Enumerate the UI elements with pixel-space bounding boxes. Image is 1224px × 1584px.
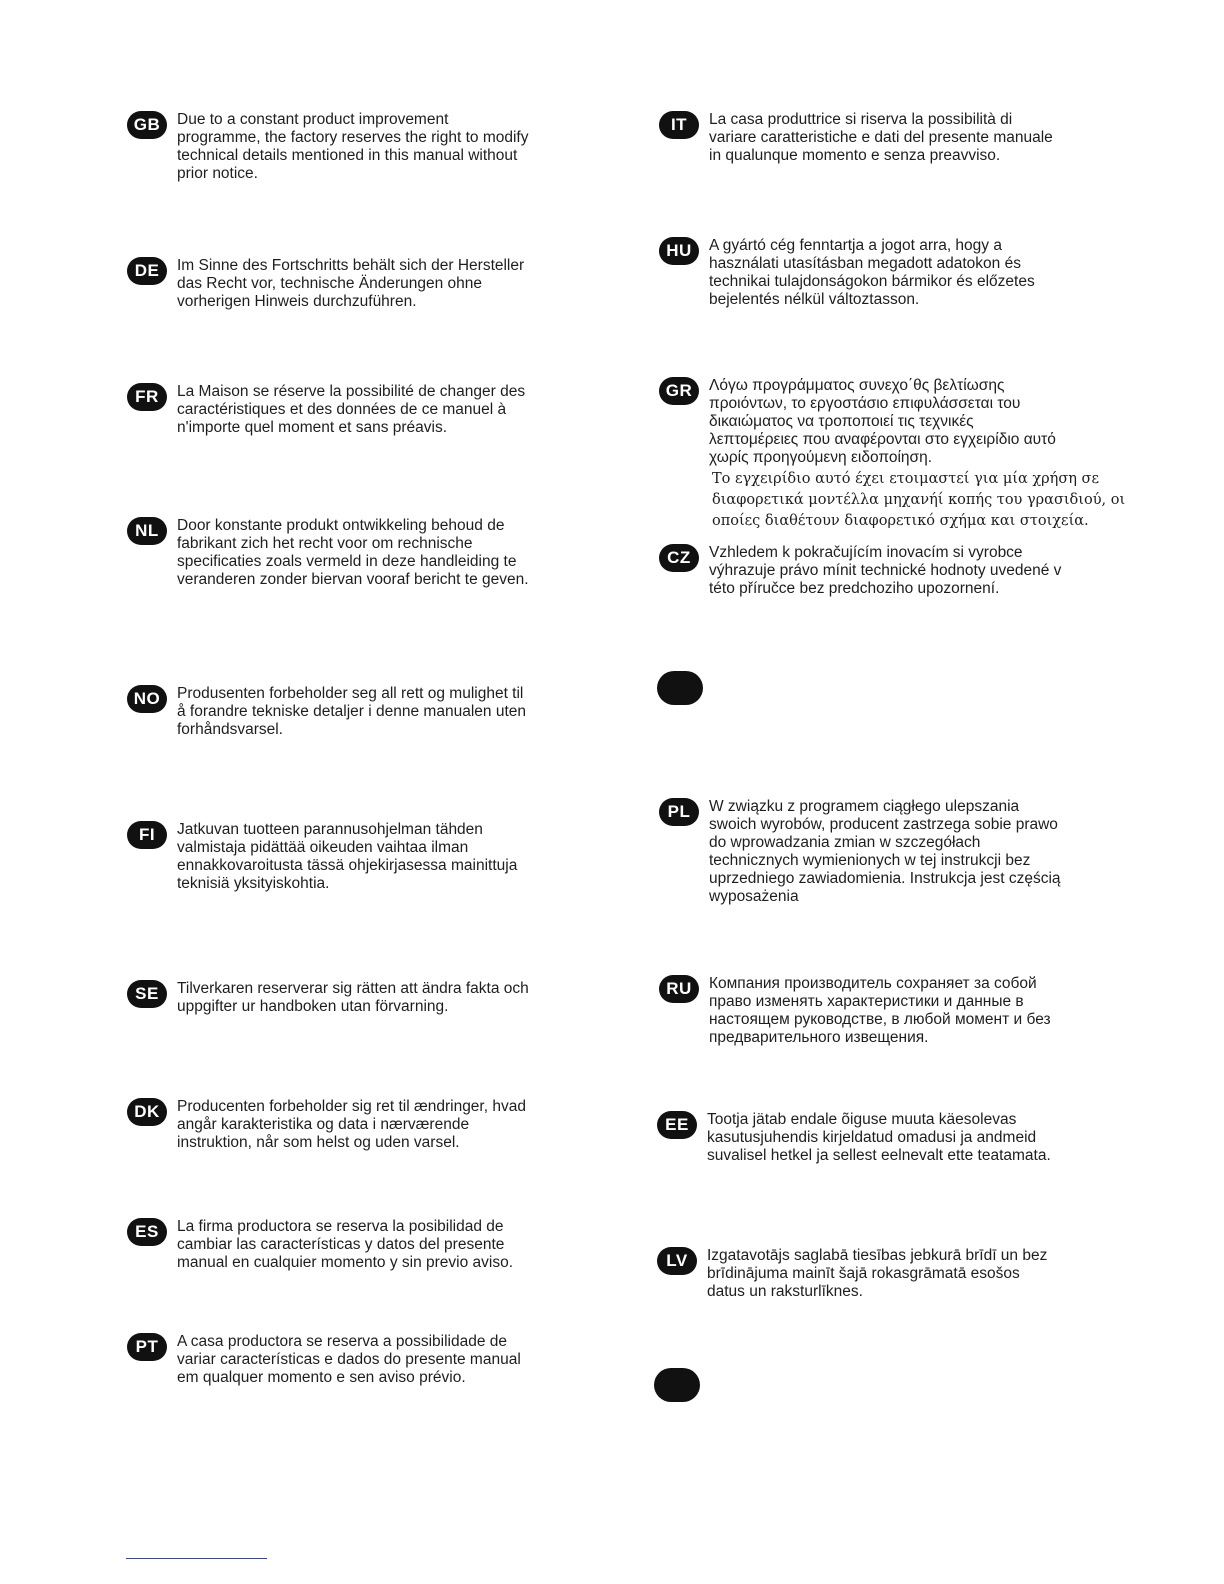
notice-text-no: Produsenten forbeholder seg all rett og mulighet til å forandre tekniske detaljer i denne manualen uten forhåndsvarsel. [177, 685, 526, 738]
notice-text-es: La firma productora se reserva la posibilidad de cambiar las características y datos del presente manual en cualquier momento y sin previo aviso. [177, 1218, 514, 1271]
language-badge-ee: EE [657, 1111, 697, 1139]
notice-fi [127, 821, 517, 893]
notice-body-gr [709, 377, 1125, 532]
language-badge-gb: GB [127, 111, 167, 139]
language-badge-es: ES [127, 1218, 167, 1246]
notice-hu [659, 237, 1035, 309]
notice-ee [657, 1111, 1051, 1165]
notice-blank-2 [654, 1368, 710, 1402]
language-badge-hu: HU [659, 237, 699, 265]
language-badge-se: SE [127, 980, 167, 1008]
language-badge-no: NO [127, 685, 167, 713]
notice-nl [127, 517, 529, 589]
language-badge-fr: FR [127, 383, 167, 411]
notice-text-fr: La Maison se réserve la possibilité de changer des caractéristiques et des données de ce manuel à n'importe quel moment et sans préavis. [177, 383, 526, 436]
footer-rule [126, 1558, 267, 1559]
notice-de [127, 257, 524, 311]
notice-text-ru: Компания производитель сохраняет за собой право изменять характеристики и данные в настоящем руководстве, в любой момент и без предварительного извещения. [709, 975, 1051, 1046]
notice-cz [659, 544, 1061, 598]
notice-gr [659, 377, 1125, 532]
notice-it [659, 111, 1053, 165]
notice-text-cz: Vzhledem k pokračujícím inovacím si vyrobce výhrazuje právo mínit technické hodnoty uvedené v této příručce bez predchoziho upozornení. [709, 544, 1062, 597]
language-badge-blank-1 [657, 671, 703, 705]
notice-se [127, 980, 529, 1016]
notice-lv [657, 1247, 1047, 1301]
notice-pt [127, 1333, 521, 1387]
language-badge-dk: DK [127, 1098, 167, 1126]
notice-note-gr: Το εγχειρίδιο αυτό έχει ετοιμαστεί για μία χρήση σε διαφορετικά μοντέλλα μηχανήί κοπής του γρασιδιού, οι οποίες διαθέτουν διαφορετικό σχήμα και στοιχεία. [712, 471, 1126, 529]
notice-text-nl: Door konstante produkt ontwikkeling behoud de fabrikant zich het recht voor om rechnische specificaties zoals vermeld in deze handleiding te veranderen zonder biervan vooraf bericht te geven. [177, 517, 529, 588]
notice-text-se: Tilverkaren reserverar sig rätten att ändra fakta och uppgifter ur handboken utan förvarning. [177, 980, 529, 1015]
language-badge-cz: CZ [659, 544, 699, 572]
language-badge-pt: PT [127, 1333, 167, 1361]
language-badge-blank-2 [654, 1368, 700, 1402]
notice-pl [659, 798, 1061, 906]
language-badge-pl: PL [659, 798, 699, 826]
language-badge-de: DE [127, 257, 167, 285]
notice-blank-1 [657, 671, 713, 705]
notice-ru [659, 975, 1051, 1047]
notice-text-hu: A gyártó cég fenntartja a jogot arra, hogy a használati utasításban megadott adatokon és technikai tulajdonságokon bármikor és előzetes bejelentés nélkül változtasson. [709, 237, 1035, 308]
language-badge-it: IT [659, 111, 699, 139]
language-badge-gr: GR [659, 377, 699, 405]
language-badge-lv: LV [657, 1247, 697, 1275]
notice-fr [127, 383, 525, 437]
language-badge-fi: FI [127, 821, 167, 849]
notice-es [127, 1218, 513, 1272]
notice-text-pl: W związku z programem ciągłego ulepszania swoich wyrobów, producent zastrzega sobie prawo do wprowadzania zmian w szczegółach technicznych wymienionych w tej instrukcji bez uprzedniego zawiadomienia. Instrukcja jest częścią wyposażenia [709, 798, 1061, 905]
notice-text-gr: Λόγω προγράμματος συνεχο΄θς βελτίωσης προιόντων, το εργοστάσιο επιφυλάσσεται του δικαιώματος να τροποποιεί τις τεχνικές λεπτομέρειες που αναφέρονται στο εγχειρίδιο αυτό χωρίς προηγούμενη ειδοποίηση. [709, 377, 1056, 466]
notice-text-de: Im Sinne des Fortschritts behält sich der Hersteller das Recht vor, technische Änderungen ohne vorherigen Hinweis durchzuführen. [177, 257, 525, 310]
notice-gb [127, 111, 528, 183]
notice-dk [127, 1098, 526, 1152]
notice-text-fi: Jatkuvan tuotteen parannusohjelman tähden valmistaja pidättää oikeuden vaihtaa ilman ennakkovaroitusta tässä ohjekirjasessa mainittuja teknisiä yksityiskohtia. [177, 821, 518, 892]
language-badge-nl: NL [127, 517, 167, 545]
notice-no [127, 685, 526, 739]
notice-text-it: La casa produttrice si riserva la possibilità di variare caratteristiche e dati del presente manuale in qualunque momento e senza preavviso. [709, 111, 1053, 164]
notice-text-lv: Izgatavotājs saglabā tiesības jebkurā brīdī un bez brīdinājuma mainīt šajā rokasgrāmatā esošos datus un raksturlīknes. [707, 1247, 1048, 1300]
notice-text-ee: Tootja jätab endale õiguse muuta käesolevas kasutusjuhendis kirjeldatud omadusi ja andmeid suvalisel hetkel ja sellest eelnevalt ette teatamata. [707, 1111, 1051, 1164]
language-badge-ru: RU [659, 975, 699, 1003]
notice-text-pt: A casa productora se reserva a possibilidade de variar características e dados do presente manual em qualquer momento e sen aviso prévio. [177, 1333, 521, 1386]
notice-text-dk: Producenten forbeholder sig ret til ændringer, hvad angår karakteristika og data i nærværende instruktion, når som helst og uden varsel. [177, 1098, 526, 1151]
notice-text-gb: Due to a constant product improvement programme, the factory reserves the right to modify technical details mentioned in this manual without prior notice. [177, 111, 529, 182]
